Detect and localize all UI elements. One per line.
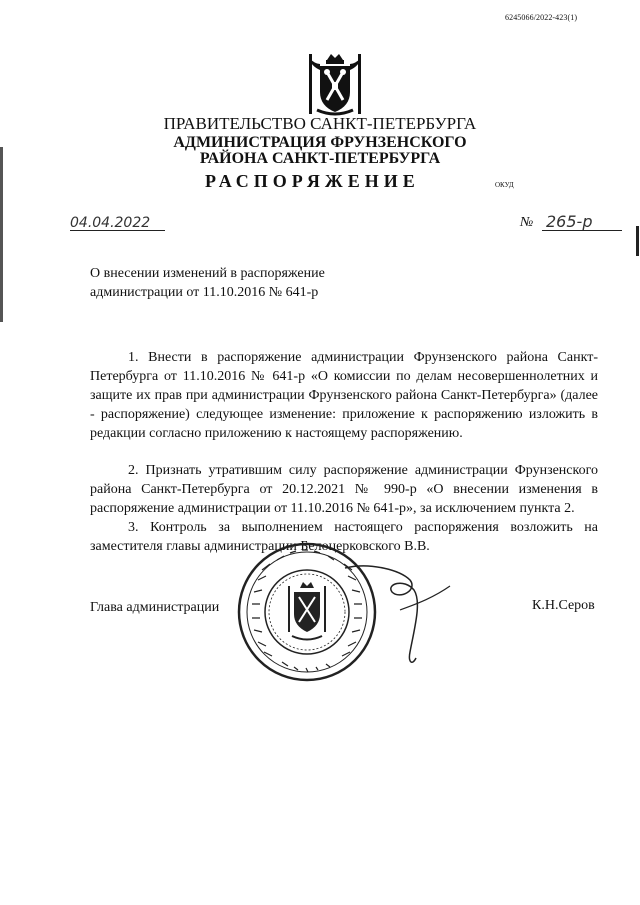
document-type: РАСПОРЯЖЕНИЕ (205, 171, 420, 191)
registration-code: 6245066/2022-423(1) (505, 13, 578, 22)
number-label: № (520, 215, 534, 230)
government-heading: ПРАВИТЕЛЬСТВО САНКТ-ПЕТЕРБУРГА (163, 114, 477, 133)
document-number: 265-р (546, 212, 593, 231)
scan-edge-mark-right (636, 226, 639, 256)
document-date: 04.04.2022 (70, 215, 151, 231)
administration-heading-line1: АДМИНИСТРАЦИЯ ФРУНЗЕНСКОГО (173, 134, 467, 151)
paragraph-3: 3. Контроль за выполнением настоящего распоряжения возложить на заместителя главы администрации Белоцерковского В.В. (90, 520, 598, 554)
date-underline (70, 230, 165, 231)
document-subject (90, 264, 325, 302)
coat-of-arms-icon (305, 52, 365, 118)
subject-line-2: администрации от 11.10.2016 № 641-р (90, 285, 319, 300)
handwritten-signature-icon (340, 560, 460, 670)
okud-label: ОКУД (495, 181, 514, 189)
scan-edge-mark-left (0, 147, 3, 322)
number-underline (542, 230, 622, 231)
signatory-name: К.Н.Серов (532, 598, 595, 613)
paragraph-1: 1. Внести в распоряжение администрации Фрунзенского района Санкт-Петербурга от 11.10.2016 № 641-р «О комиссии по делам несовершеннолетних и защите их прав при администрации Фрунзенского района Санкт-Петербурга» (далее - распоряжение) следующее изменение: приложение к распоряжению изложить в редакции согласно приложению к настоящему распоряжению. (90, 350, 598, 441)
paragraph-2: 2. Признать утратившим силу распоряжение администрации Фрунзенского района Санкт-Петербурга от 20.12.2021 № 990-р «О внесении изменения в распоряжение администрации от 11.10.2016 № 641-р», за исключением пункта 2. (90, 463, 598, 516)
subject-line-1: О внесении изменений в распоряжение (90, 266, 325, 281)
signatory-title: Глава администрации (90, 600, 220, 615)
administration-heading-line2: РАЙОНА САНКТ-ПЕТЕРБУРГА (199, 150, 441, 167)
